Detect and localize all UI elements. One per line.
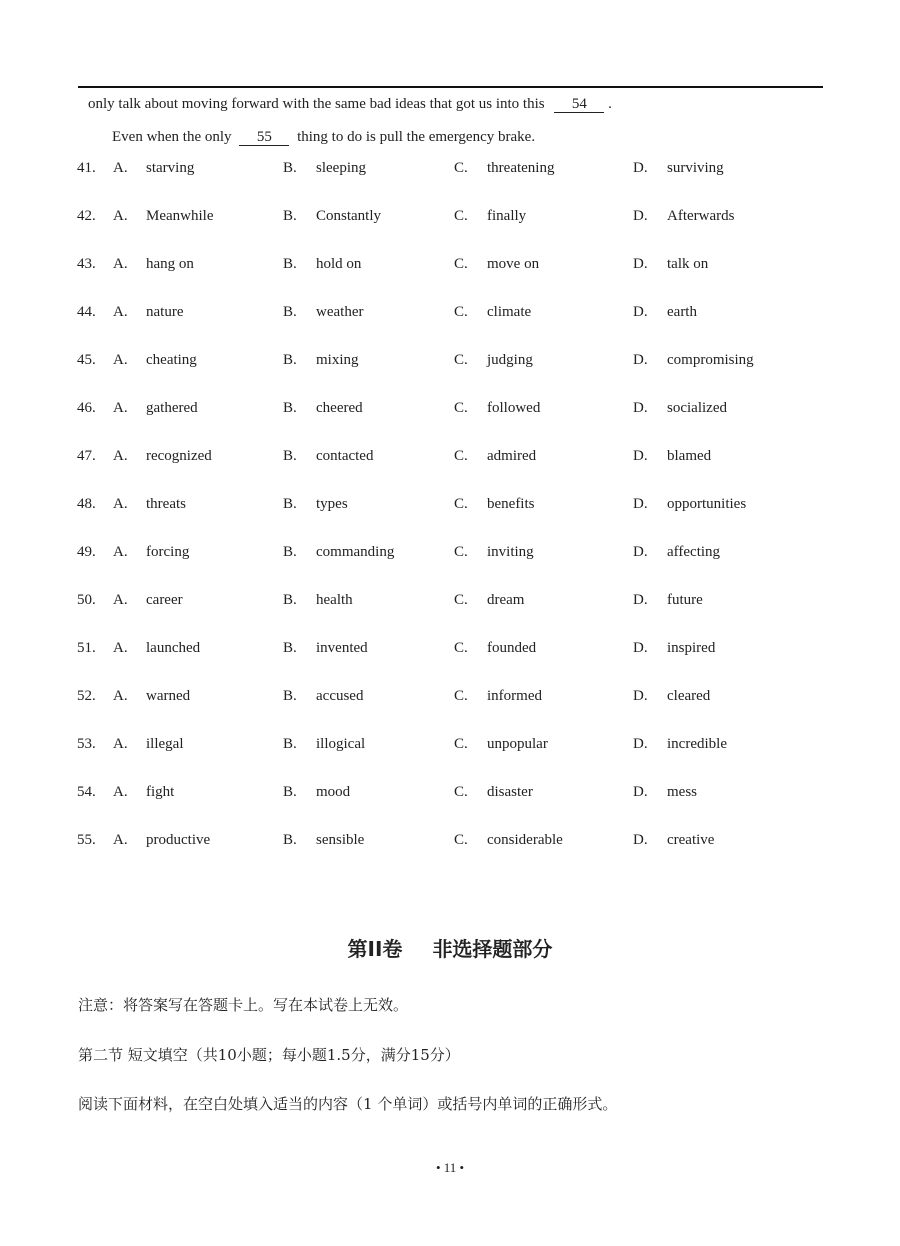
question-row (0, 400, 900, 420)
option-letter-c: C. (454, 688, 468, 704)
passage-line-2-after: thing to do is pull the emergency brake. (297, 129, 536, 145)
option-letter-d: D. (633, 496, 648, 512)
option-letter-a: A. (113, 736, 128, 752)
question-number: 50. (77, 592, 96, 608)
option-letter-c: C. (454, 400, 468, 416)
question-row (0, 736, 900, 756)
option-d: affecting (667, 544, 721, 560)
option-d: opportunities (667, 496, 747, 512)
option-letter-b: B. (283, 640, 297, 656)
option-a: forcing (146, 544, 190, 560)
question-number: 45. (77, 352, 96, 368)
option-letter-d: D. (633, 352, 648, 368)
option-a: threats (146, 496, 186, 512)
option-c: dream (487, 592, 525, 608)
option-letter-b: B. (283, 688, 297, 704)
option-c: informed (487, 688, 542, 704)
option-b: contacted (316, 448, 374, 464)
option-b: cheered (316, 400, 363, 416)
option-letter-d: D. (633, 832, 648, 848)
option-c: move on (487, 256, 540, 272)
question-number: 46. (77, 400, 96, 416)
option-letter-a: A. (113, 592, 128, 608)
option-letter-b: B. (283, 208, 297, 224)
option-c: finally (487, 208, 527, 224)
option-letter-a: A. (113, 784, 128, 800)
question-row (0, 256, 900, 276)
option-letter-a: A. (113, 832, 128, 848)
option-c: founded (487, 640, 537, 656)
passage-line-2 (112, 129, 535, 146)
option-d: blamed (667, 448, 712, 464)
option-letter-a: A. (113, 208, 128, 224)
option-c: unpopular (487, 736, 548, 752)
option-b: mood (316, 784, 351, 800)
question-row (0, 592, 900, 612)
option-letter-d: D. (633, 256, 648, 272)
page-number: • 11 • (435, 1160, 465, 1175)
option-letter-b: B. (283, 400, 297, 416)
option-d: inspired (667, 640, 716, 656)
option-letter-a: A. (113, 640, 128, 656)
subsection-heading: 第二节 短文填空（共10小题；每小题1.5分，满分15分） (78, 1046, 460, 1064)
option-c: climate (487, 304, 532, 320)
option-letter-c: C. (454, 592, 468, 608)
question-number: 42. (77, 208, 96, 224)
passage-line-1-end: . (608, 96, 612, 112)
option-letter-b: B. (283, 352, 297, 368)
option-a: warned (146, 688, 191, 704)
option-b: weather (316, 304, 364, 320)
option-a: launched (146, 640, 201, 656)
question-row (0, 784, 900, 804)
option-letter-a: A. (113, 688, 128, 704)
option-b: invented (316, 640, 368, 656)
option-d: surviving (667, 160, 724, 176)
passage-line-1-text: only talk about moving forward with the same bad ideas that got us into this (88, 96, 545, 112)
option-b: accused (316, 688, 364, 704)
option-a: nature (146, 304, 184, 320)
option-letter-d: D. (633, 160, 648, 176)
option-d: creative (667, 832, 715, 848)
option-c: inviting (487, 544, 534, 560)
option-a: career (146, 592, 183, 608)
passage-line-2-before: Even when the only (112, 129, 232, 145)
option-letter-b: B. (283, 256, 297, 272)
option-c: benefits (487, 496, 535, 512)
option-c: judging (487, 352, 533, 368)
option-letter-b: B. (283, 592, 297, 608)
option-letter-b: B. (283, 496, 297, 512)
option-letter-a: A. (113, 400, 128, 416)
option-letter-d: D. (633, 736, 648, 752)
option-d: future (667, 592, 703, 608)
question-row (0, 352, 900, 372)
option-c: followed (487, 400, 541, 416)
option-letter-d: D. (633, 208, 648, 224)
option-d: mess (667, 784, 697, 800)
option-a: productive (146, 832, 211, 848)
instruction: 阅读下面材料，在空白处填入适当的内容（1 个单词）或括号内单词的正确形式。 (78, 1095, 618, 1113)
option-letter-a: A. (113, 304, 128, 320)
option-b: mixing (316, 352, 359, 368)
option-c: admired (487, 448, 537, 464)
option-b: sensible (316, 832, 365, 848)
question-row (0, 832, 900, 852)
question-row (0, 640, 900, 660)
option-d: talk on (667, 256, 709, 272)
option-d: compromising (667, 352, 754, 368)
option-letter-a: A. (113, 160, 128, 176)
option-d: earth (667, 304, 697, 320)
option-a: Meanwhile (146, 208, 214, 224)
option-b: sleeping (316, 160, 366, 176)
option-letter-c: C. (454, 352, 468, 368)
option-d: Afterwards (667, 208, 735, 224)
option-letter-c: C. (454, 448, 468, 464)
option-letter-d: D. (633, 640, 648, 656)
option-d: incredible (667, 736, 727, 752)
option-letter-a: A. (113, 352, 128, 368)
question-row (0, 496, 900, 516)
option-letter-c: C. (454, 304, 468, 320)
option-letter-b: B. (283, 160, 297, 176)
option-b: illogical (316, 736, 366, 752)
question-row (0, 304, 900, 324)
option-c: disaster (487, 784, 533, 800)
question-row (0, 208, 900, 228)
option-letter-c: C. (454, 256, 468, 272)
option-letter-c: C. (454, 208, 468, 224)
question-number: 41. (77, 160, 96, 176)
option-letter-c: C. (454, 496, 468, 512)
option-a: recognized (146, 448, 212, 464)
question-row (0, 160, 900, 180)
option-a: starving (146, 160, 195, 176)
option-letter-b: B. (283, 544, 297, 560)
option-d: cleared (667, 688, 711, 704)
option-a: fight (146, 784, 175, 800)
option-letter-b: B. (283, 784, 297, 800)
option-letter-b: B. (283, 832, 297, 848)
question-number: 47. (77, 448, 96, 464)
option-letter-c: C. (454, 784, 468, 800)
question-number: 53. (77, 736, 96, 752)
option-letter-c: C. (454, 736, 468, 752)
question-row (0, 544, 900, 564)
option-letter-c: C. (454, 832, 468, 848)
question-number: 54. (77, 784, 96, 800)
option-c: threatening (487, 160, 555, 176)
question-number: 55. (77, 832, 96, 848)
question-number: 48. (77, 496, 96, 512)
question-row (0, 448, 900, 468)
top-rule (78, 86, 823, 88)
option-letter-a: A. (113, 496, 128, 512)
option-b: types (316, 496, 348, 512)
option-letter-b: B. (283, 736, 297, 752)
option-b: health (316, 592, 353, 608)
section-title-part1: 第II卷 (347, 937, 403, 961)
option-letter-d: D. (633, 688, 648, 704)
passage-line-1 (88, 96, 612, 113)
option-letter-d: D. (633, 544, 648, 560)
option-letter-d: D. (633, 784, 648, 800)
question-number: 51. (77, 640, 96, 656)
blank-55: 55 (239, 129, 289, 146)
question-row (0, 688, 900, 708)
section-title-part2: 非选择题部分 (432, 937, 553, 961)
section-title (0, 933, 900, 962)
option-a: illegal (146, 736, 184, 752)
option-letter-a: A. (113, 544, 128, 560)
option-letter-b: B. (283, 304, 297, 320)
option-letter-d: D. (633, 304, 648, 320)
option-letter-b: B. (283, 448, 297, 464)
option-c: considerable (487, 832, 563, 848)
option-letter-c: C. (454, 160, 468, 176)
option-letter-d: D. (633, 448, 648, 464)
question-number: 44. (77, 304, 96, 320)
question-number: 49. (77, 544, 96, 560)
option-letter-a: A. (113, 448, 128, 464)
question-number: 52. (77, 688, 96, 704)
note: 注意：将答案写在答题卡上。写在本试卷上无效。 (78, 996, 409, 1014)
option-b: commanding (316, 544, 395, 560)
option-letter-c: C. (454, 640, 468, 656)
option-d: socialized (667, 400, 727, 416)
question-number: 43. (77, 256, 96, 272)
option-a: hang on (146, 256, 194, 272)
option-b: hold on (316, 256, 362, 272)
option-letter-d: D. (633, 592, 648, 608)
option-a: gathered (146, 400, 198, 416)
option-letter-d: D. (633, 400, 648, 416)
option-letter-a: A. (113, 256, 128, 272)
option-b: Constantly (316, 208, 382, 224)
option-letter-c: C. (454, 544, 468, 560)
blank-54: 54 (554, 96, 604, 113)
option-a: cheating (146, 352, 197, 368)
